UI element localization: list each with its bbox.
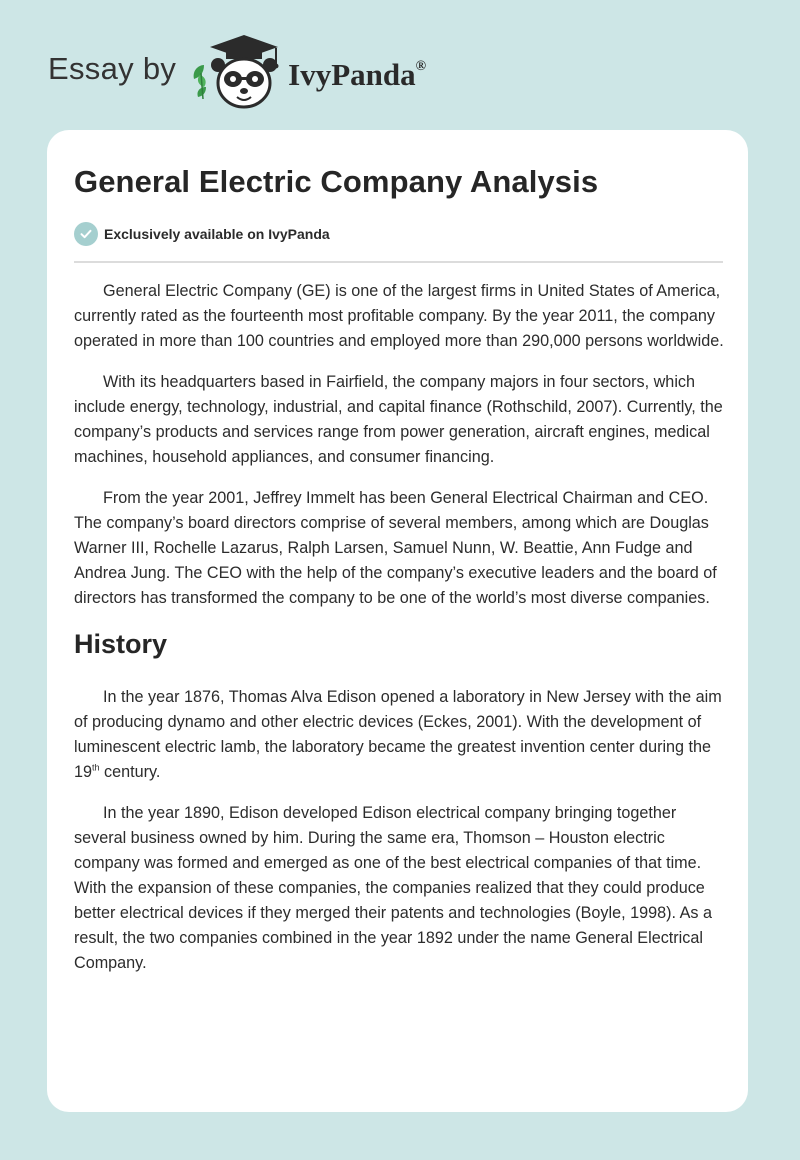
registered-mark: ® bbox=[415, 58, 427, 74]
exclusive-badge bbox=[74, 222, 330, 246]
essay-body bbox=[74, 279, 728, 992]
leaf-icon bbox=[194, 65, 206, 99]
check-icon bbox=[74, 222, 98, 246]
paragraph: With its headquarters based in Fairfield, the company majors in four sectors, which include energy, technology, industrial, and capital finance (Rothschild, 2007). Currently, the company’s products and services range from power generation, aircraft engines, medical machines, household appliances, and consumer financing. bbox=[74, 373, 723, 466]
brand-name[interactable]: IvyPanda® bbox=[288, 57, 427, 92]
essay-by-label: Essay by bbox=[48, 51, 177, 86]
exclusive-badge-label: Exclusively available on IvyPanda bbox=[104, 226, 330, 242]
paragraph: In the year 1876, Thomas Alva Edison opened a laboratory in New Jersey with the aim of producing dynamo and other electric devices (Eckes, 2001). With the development of luminescent electric lamb, the laboratory became the greatest invention center during the 19th century. bbox=[74, 688, 722, 781]
paragraph: In the year 1890, Edison developed Edison electrical company bringing together several business owned by him. During the same era, Thomson – Houston electric company was formed and emerged as one of the best electrical companies of that time. With the expansion of these companies, the companies realized that they could produce better electrical devices if they merged their patents and technologies (Boyle, 1998). As a result, the two companies combined in the year 1892 under the name General Electrical Company. bbox=[74, 804, 712, 972]
site-header bbox=[48, 34, 426, 114]
divider bbox=[74, 261, 723, 263]
section-heading-history: History bbox=[74, 629, 168, 659]
page-title: General Electric Company Analysis bbox=[74, 164, 599, 199]
paragraph: General Electric Company (GE) is one of the largest firms in United States of America, currently rated as the fourteenth most profitable company. By the year 2011, the company operated in more than 100 countries and employed more than 290,000 persons worldwide. bbox=[74, 282, 724, 350]
panda-logo-icon[interactable] bbox=[190, 35, 282, 113]
essay-card bbox=[47, 130, 748, 1112]
paragraph: From the year 2001, Jeffrey Immelt has been General Electrical Chairman and CEO. The company’s board directors comprise of several members, among which are Douglas Warner III, Rochelle Lazarus, Ralph Larsen, Samuel Nunn, W. Beattie, Ann Fudge and Andrea Jung. The CEO with the help of the company’s executive leaders and the board of directors has transformed the company to be one of the world’s most diverse companies. bbox=[74, 489, 717, 607]
